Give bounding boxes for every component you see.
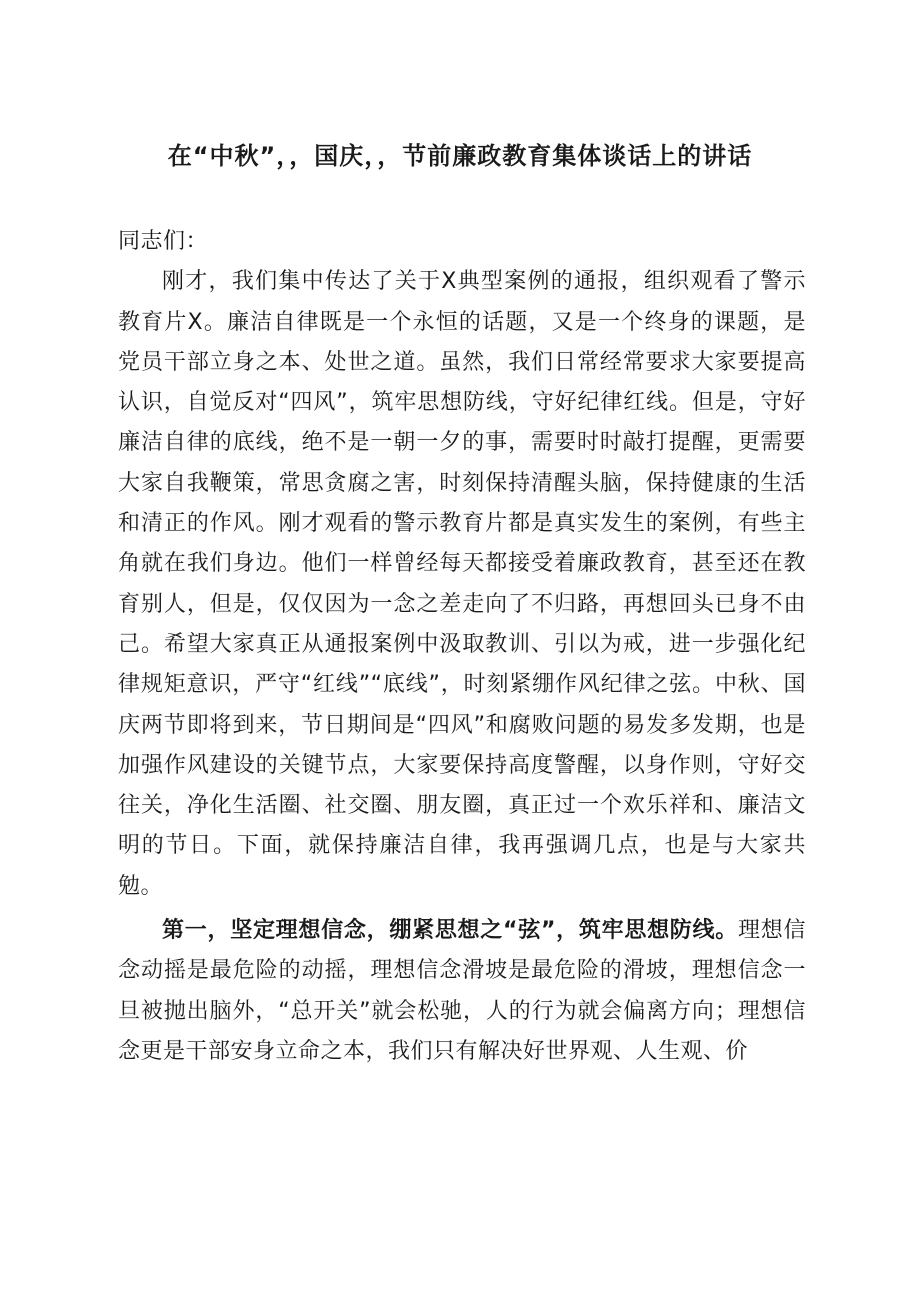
document-body [118,222,806,1072]
paragraph-lead: 第一，坚定理想信念，绷紧思想之“弦”，筑牢思想防线。 [162,918,739,944]
paragraph-intro [118,262,806,907]
paragraph-point-one [118,911,806,1072]
document-title: 在“中秋”，，国庆，，节前廉政教育集体谈话上的讲话 [167,142,753,170]
paragraph-text: 理想信念动摇是最危险的动摇，理想信念滑坡是最危险的滑坡，理想信念一旦被抛出脑外，“总开关”就会松驰，人的行为就会偏离方向；理想信念更是干部安身立命之本，我们只有解决好世界观、人生观、价 [118,918,806,1064]
paragraph-text: 刚才，我们集中传达了关于X典型案例的通报，组织观看了警示教育片X。廉洁自律既是一个永恒的话题，又是一个终身的课题，是党员干部立身之本、处世之道。虽然，我们日常经常要求大家要提高认识，自觉反对“四风”，筑牢思想防线，守好纪律红线。但是，守好廉洁自律的底线，绝不是一朝一夕的事，需要时时敲打提醒，更需要大家自我鞭策，常思贪腐之害，时刻保持清醒头脑，保持健康的生活和清正的作风。刚才观看的警示教育片都是真实发生的案例，有些主角就在我们身边。他们一样曾经每天都接受着廉政教育，甚至还在教育别人，但是，仅仅因为一念之差走向了不归路，再想回头已身不由己。希望大家真正从通报案例中汲取教训、引以为戒，进一步强化纪律规矩意识，严守“红线”“底线”，时刻紧绷作风纪律之弦。中秋、国庆两节即将到来，节日期间是“四风”和腐败问题的易发多发期，也是加强作风建设的关键节点，大家要保持高度警醒，以身作则，守好交往关，净化生活圈、社交圈、朋友圈，真正过一个欢乐祥和、廉洁文明的节日。下面，就保持廉洁自律，我再强调几点，也是与大家共勉。 [118,269,806,899]
salutation: 同志们： [118,229,209,254]
